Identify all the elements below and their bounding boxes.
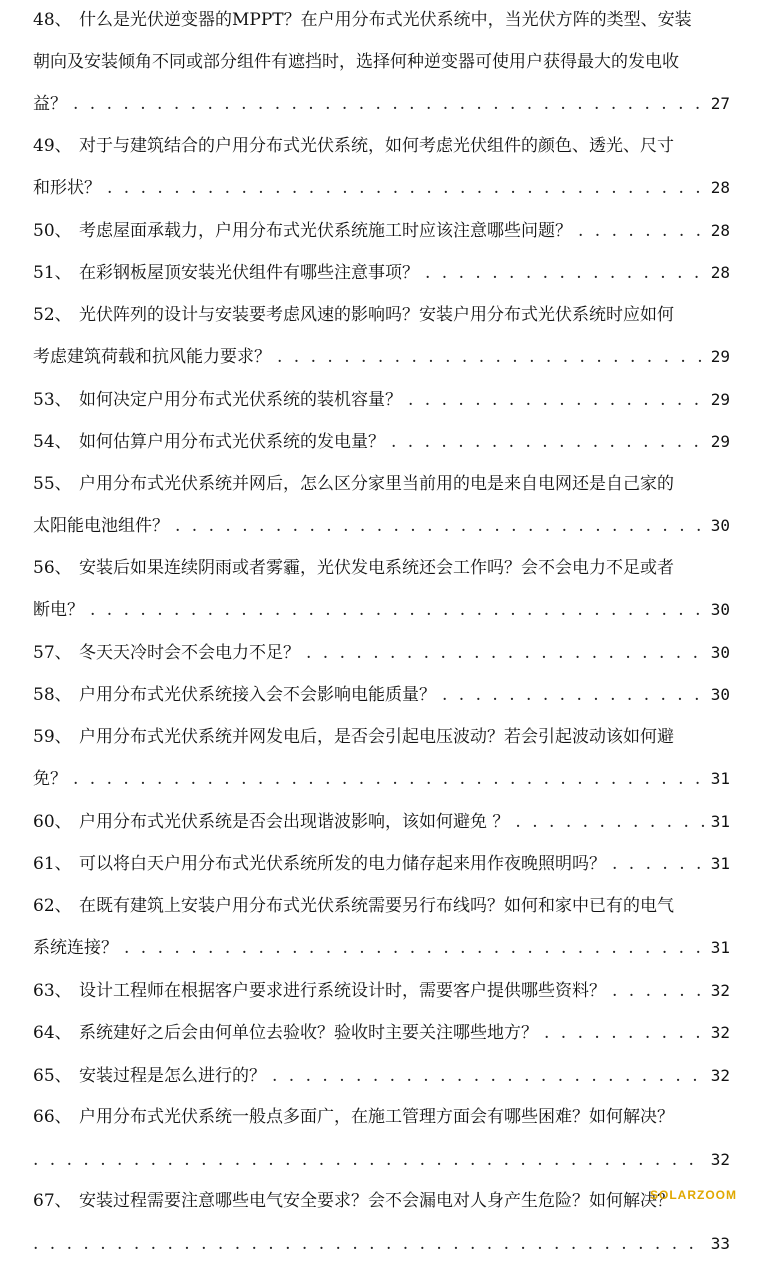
page-number: 32 <box>711 1055 730 1097</box>
toc-entry[interactable] <box>33 210 730 253</box>
dot-leader <box>107 168 705 210</box>
toc-entry[interactable] <box>33 1181 730 1265</box>
toc-entry[interactable] <box>33 126 730 210</box>
page-number: 29 <box>711 421 730 463</box>
page-number: 29 <box>711 379 730 421</box>
entry-title-line: 朝向及安装倾角不同或部分组件有遮挡时，选择何种逆变器可使用户获得最大的发电收 <box>33 52 679 72</box>
entry-title-line: 安装过程需要注意哪些电气安全要求？会不会漏电对人身产生危险？如何解决？ <box>79 1191 674 1211</box>
entry-number: 48、 <box>33 0 79 42</box>
entry-title: 如何决定户用分布式光伏系统的装机容量？ <box>79 390 402 410</box>
entry-number: 52、 <box>33 295 79 337</box>
page-number: 33 <box>711 1223 730 1265</box>
entry-number: 62、 <box>33 886 79 928</box>
table-of-contents <box>33 0 730 1265</box>
page-number: 31 <box>711 927 730 969</box>
toc-entry[interactable] <box>33 1055 730 1098</box>
dot-leader <box>272 1056 705 1098</box>
entry-number: 54、 <box>33 422 79 464</box>
toc-entry[interactable] <box>33 970 730 1013</box>
toc-entry[interactable] <box>33 674 730 717</box>
entry-number: 64、 <box>33 1013 79 1055</box>
dot-leader <box>425 253 705 295</box>
entry-title-line: 对于与建筑结合的户用分布式光伏系统，如何考虑光伏组件的颜色、透光、尺寸 <box>79 136 674 156</box>
dot-leader <box>306 633 705 675</box>
dot-leader <box>578 211 705 253</box>
page-number: 32 <box>711 1139 730 1181</box>
entry-title-line: 在既有建筑上安装户用分布式光伏系统需要另行布线吗？如何和家中已有的电气 <box>79 896 674 916</box>
entry-number: 59、 <box>33 717 79 759</box>
entry-title-line: 户用分布式光伏系统并网后，怎么区分家里当前用的电是来自电网还是自己家的 <box>79 474 674 494</box>
toc-entry[interactable] <box>33 548 730 632</box>
dot-leader <box>33 1140 705 1182</box>
entry-title-tail: 和形状？ <box>33 178 101 198</box>
page-number: 31 <box>711 843 730 885</box>
entry-number: 51、 <box>33 253 79 295</box>
entry-number: 57、 <box>33 633 79 675</box>
dot-leader <box>73 759 705 801</box>
watermark-logo: SOLARZOOM <box>650 1188 737 1202</box>
entry-number: 61、 <box>33 844 79 886</box>
entry-title-tail: 系统连接？ <box>33 938 118 958</box>
entry-title-line: 光伏阵列的设计与安装要考虑风速的影响吗？安装户用分布式光伏系统时应如何 <box>79 305 674 325</box>
entry-title: 可以将白天户用分布式光伏系统所发的电力储存起来用作夜晚照明吗？ <box>79 854 606 874</box>
entry-number: 55、 <box>33 464 79 506</box>
toc-entry[interactable] <box>33 801 730 844</box>
dot-leader <box>612 844 705 886</box>
entry-number: 56、 <box>33 548 79 590</box>
entry-number: 67、 <box>33 1181 79 1223</box>
toc-entry[interactable] <box>33 1097 730 1181</box>
entry-number: 63、 <box>33 971 79 1013</box>
toc-entry[interactable] <box>33 0 730 126</box>
dot-leader <box>33 1224 705 1265</box>
toc-entry[interactable] <box>33 252 730 295</box>
page-number: 32 <box>711 1012 730 1054</box>
entry-number: 49、 <box>33 126 79 168</box>
page-number: 30 <box>711 632 730 674</box>
entry-title: 户用分布式光伏系统接入会不会影响电能质量？ <box>79 685 436 705</box>
entry-title-tail: 断电？ <box>33 600 84 620</box>
entry-title: 户用分布式光伏系统是否会出现谐波影响，该如何避免 ？ <box>79 812 509 832</box>
toc-entry[interactable] <box>33 717 730 801</box>
toc-entry[interactable] <box>33 843 730 886</box>
toc-entry[interactable] <box>33 886 730 970</box>
entry-title: 在彩钢板屋顶安装光伏组件有哪些注意事项？ <box>79 263 419 283</box>
dot-leader <box>175 506 705 548</box>
page-number: 29 <box>711 336 730 378</box>
entry-title: 设计工程师在根据客户要求进行系统设计时，需要客户提供哪些资料？ <box>79 981 606 1001</box>
dot-leader <box>515 802 704 844</box>
page-number: 30 <box>711 505 730 547</box>
dot-leader <box>612 971 705 1013</box>
entry-title-line: 户用分布式光伏系统一般点多面广，在施工管理方面会有哪些困难？如何解决？ <box>79 1107 674 1127</box>
entry-title-line: 什么是光伏逆变器的MPPT？在户用分布式光伏系统中，当光伏方阵的类型、安装 <box>79 10 692 30</box>
entry-number: 66、 <box>33 1097 79 1139</box>
entry-title-tail: 考虑建筑荷载和抗风能力要求？ <box>33 347 271 367</box>
entry-title: 系统建好之后会由何单位去验收？验收时主要关注哪些地方？ <box>79 1023 538 1043</box>
entry-title: 如何估算户用分布式光伏系统的发电量？ <box>79 432 385 452</box>
entry-title-line: 安装后如果连续阴雨或者雾霾，光伏发电系统还会工作吗？会不会电力不足或者 <box>79 558 674 578</box>
toc-entry[interactable] <box>33 464 730 548</box>
dot-leader <box>124 928 705 970</box>
entry-number: 65、 <box>33 1056 79 1098</box>
page-number: 30 <box>711 674 730 716</box>
entry-title-tail: 益？ <box>33 94 67 114</box>
dot-leader <box>73 84 705 126</box>
entry-title: 安装过程是怎么进行的？ <box>79 1066 266 1086</box>
page-number: 28 <box>711 252 730 294</box>
entry-number: 58、 <box>33 675 79 717</box>
page-number: 31 <box>711 801 730 843</box>
entry-title-line: 户用分布式光伏系统并网发电后，是否会引起电压波动？若会引起波动该如何避 <box>79 727 674 747</box>
page-number: 31 <box>711 758 730 800</box>
dot-leader <box>90 590 705 632</box>
dot-leader <box>277 337 705 379</box>
page-number: 30 <box>711 589 730 631</box>
entry-title-tail: 太阳能电池组件？ <box>33 516 169 536</box>
dot-leader <box>544 1013 705 1055</box>
entry-title-tail: 免？ <box>33 769 67 789</box>
entry-number: 53、 <box>33 380 79 422</box>
dot-leader <box>442 675 705 717</box>
entry-title: 冬天天冷时会不会电力不足？ <box>79 643 300 663</box>
dot-leader <box>391 422 705 464</box>
page-number: 27 <box>711 83 730 125</box>
toc-entry[interactable] <box>33 379 730 422</box>
dot-leader <box>408 380 705 422</box>
entry-title: 考虑屋面承载力，户用分布式光伏系统施工时应该注意哪些问题？ <box>79 221 572 241</box>
toc-entry[interactable] <box>33 295 730 379</box>
page-number: 32 <box>711 970 730 1012</box>
toc-entry[interactable] <box>33 421 730 464</box>
page-number: 28 <box>711 167 730 209</box>
toc-entry[interactable] <box>33 632 730 675</box>
entry-number: 60、 <box>33 802 79 844</box>
entry-number: 50、 <box>33 211 79 253</box>
toc-entry[interactable] <box>33 1012 730 1055</box>
page-number: 28 <box>711 210 730 252</box>
